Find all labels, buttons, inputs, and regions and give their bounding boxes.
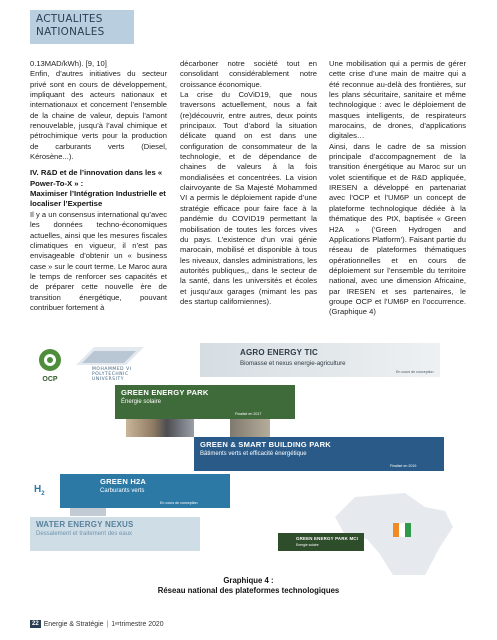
paragraph: décarboner notre société tout en consolidant considérablement notre croissance économique. (180, 59, 317, 89)
platform-title: WATER ENERGY NEXUS (36, 520, 134, 529)
paragraph: Enfin, d’autres initiatives du secteur privé sont en cours de développement, impliquant des acteurs nationaux et internationaux et concernent l’ensemble de la chaine de valeur, depuis l’amont renouvelable, jusqu’à l’aval chimique et pétrochimique verts pour la production de carburants verts (Diesel, Kérosène...). (30, 69, 167, 162)
figure-caption (30, 576, 467, 596)
page-footer (30, 620, 164, 628)
caption-title: Réseau national des plateformes technologiques (157, 586, 340, 595)
h2-molecule-icon (34, 484, 45, 497)
water-energy-nexus-band (30, 517, 200, 551)
paragraph: 0.13MAD/kWh). [9, 10] (30, 59, 107, 68)
green-energy-park-mci-band (278, 533, 364, 551)
green-smart-building-park-band (194, 437, 444, 471)
footer-separator: | (106, 620, 109, 628)
h2-subscript: 2 (41, 491, 45, 497)
africa-map-icon (295, 487, 465, 577)
publication-name: Energie & Stratégie (43, 620, 104, 628)
issue-ordinal: er (115, 621, 120, 627)
platform-status: Finalisé en 2017 (235, 412, 262, 416)
platform-subtitle: Énergie solaire (121, 399, 162, 405)
platform-title: AGRO ENERGY TIC (240, 348, 318, 357)
platform-title: GREEN ENERGY PARK MCI (296, 536, 359, 541)
platform-title: GREEN H2A (100, 477, 147, 486)
issue-number: 1 (111, 620, 116, 628)
ocp-logo-text: OCP (42, 376, 58, 383)
agro-energy-tic-band (200, 343, 440, 377)
platform-subtitle: Carburants verts (100, 488, 145, 494)
green-energy-park-photo (126, 419, 194, 437)
paragraph: La crise du CoViD19, que nous traversons actuellement, nous a fait (re)découvrir, entre autres, deux points principaux. Tout d’abord la situation délicate quand on est dans une configuration de consommateur de la technologie, et de dépendance de chaines de valeurs à la fois mondialisées et concentrées. La vision clairvoyante de Sa Majesté Mohammed VI a permis le déploiement rapide d’une stratégie efficace pour faire face à la pandémie du COVID19 permettant la mobilisation de toutes les forces vives du pays. L’existence d’un vrai génie marocain, mobilisé et disponible à tous les niveaux, dansles administrations, les autorités publiques,, dans le secteur de la santé, dans les universités et écoles et jusqu’aux garages (mimant les pas des startup californiennes). (180, 90, 317, 306)
green-energy-park-band (115, 385, 295, 419)
platform-network-figure (30, 337, 467, 577)
platform-status: En cours de conception (396, 370, 434, 374)
section-subheading: Maximiser l’Intégration Industrielle et localiser l’Expertise (30, 189, 166, 209)
platform-status: Finalisé en 2019 (390, 464, 417, 468)
section-tag-line2: NATIONALES (36, 25, 105, 38)
text-column-3 (329, 59, 466, 318)
h2-symbol: H (34, 484, 42, 495)
platform-subtitle: Dessalement et traitement des eaux (36, 531, 133, 537)
paragraph: Ainsi, dans le cadre de sa mission principale d’accompagnement de la transition énergétique au Maroc sur un volet scientifique et de R&D appliquée, IRESEN a développé en partenariat avec l’OCP et l’UM6P un concept de plateforme technologique dédiée à la thématique des PtX, baptisée « Green H2A » (‘Green Hydrogen and Applications Platform’). Faisant partie du réseau de plateformes thématiques opérationnelles et en cours de déploiement sur l’ensemble du territoire national, avec une dimension Africaine, par IRESEN et ses partenaires, le groupe OCP et l’UM6P en l’occurrence. (Graphique 4) (329, 141, 466, 317)
caption-label: Graphique 4 : (223, 576, 274, 585)
issue-period: trimestre 2020 (119, 620, 164, 628)
text-column-1 (30, 59, 167, 313)
building-park-photo (230, 419, 270, 437)
um6p-logo-text: MOHAMMED VI POLYTECHNIC UNIVERSITY (92, 367, 132, 382)
platform-subtitle: Bâtiments verts et efficacité énergétique (200, 451, 307, 457)
green-h2a-band (60, 474, 230, 508)
paragraph: Une mobilisation qui a permis de gérer cette crise d’une main de maitre qui a été reconnue au-delà des frontières, sur les plans sécuritaire, sanitaire et même technologique : avec le déploiement de masques intelligents, de respirateurs marocains, de drones, d’applications digitales… (329, 59, 466, 141)
section-heading: IV. R&D et de l’innovation dans les « Power-To-X » : (30, 168, 163, 188)
h2a-photo (70, 508, 106, 516)
platform-title: GREEN & SMART BUILDING PARK (200, 440, 331, 449)
section-tag-line1: ACTUALITES (36, 13, 103, 25)
section-tag (30, 10, 134, 44)
platform-subtitle: Biomasse et nexus energie-agriculture (240, 360, 346, 367)
um6p-logo (74, 345, 146, 383)
page-number: 22 (32, 621, 39, 627)
platform-title: GREEN ENERGY PARK (121, 388, 209, 397)
platform-status: En cours de conception (160, 501, 198, 505)
platform-subtitle: Energie solaire (296, 543, 319, 547)
text-column-2 (180, 59, 317, 307)
paragraph: Il y a un consensus international qu’avec les données techno-économiques actuelles, ainsi que les mesures fiscales climatiques en vigueur, il n’est pas envisageable d’obtenir un « business case » sur le court terme. Le Maroc aura le temps de renforcer ses capacités et de préparer cette nouvelle ère de transition énergétique, pouvant contribuer fortement à (30, 209, 167, 312)
ocp-logo (30, 345, 70, 385)
